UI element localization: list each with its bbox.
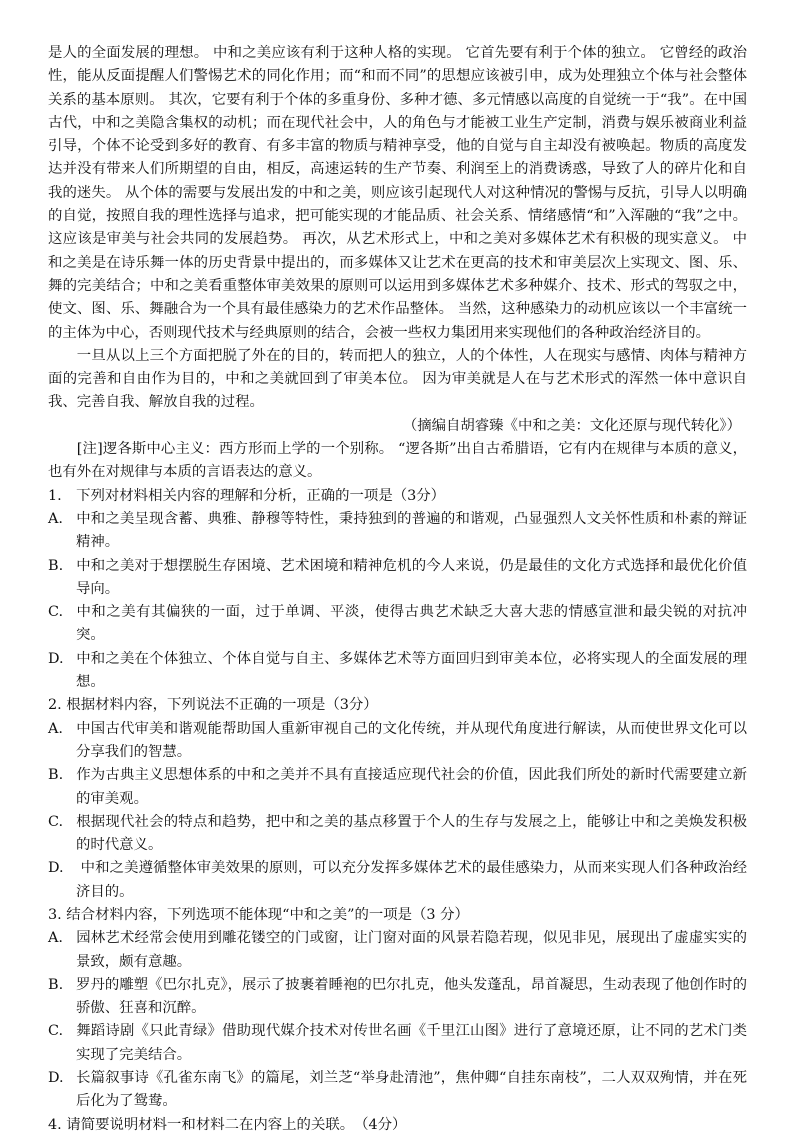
option-label: B. xyxy=(48,767,64,784)
option-label: A. xyxy=(48,720,63,737)
passage-paragraph-2: 一旦从以上三个方面把脱了外在的目的，转而把人的独立，人的个体性，人在现实与感情、肉体与精神方面的完善和自由作为目的，中和之美就回到了审美本位。 因为审美就是人在与艺术形式的浑然一体中意识自我、完善自我、解放自我的过程。 xyxy=(48,347,747,411)
option-text: 中和之美在个体独立、个体自觉与自主、多媒体艺术等方面回归到审美本位，必将实现人的全面发展的理想。 xyxy=(76,650,747,691)
option-label: B. xyxy=(48,557,64,574)
option-label: D. xyxy=(48,860,64,877)
option-text: 罗丹的雕塑《巴尔扎克》，展示了披裹着睡袍的巴尔扎克，他头发蓬乱，昂首凝思，生动表现了他创作时的骄傲、狂喜和沉醉。 xyxy=(76,976,747,1017)
option-label: C. xyxy=(48,604,64,621)
question-3 xyxy=(48,904,747,1114)
option-text: 中和之美遵循整体审美效果的原则，可以充分发挥多媒体艺术的最佳感染力，从而来实现人们各种政治经济目的。 xyxy=(76,860,747,900)
option-text: 中和之美有其偏狭的一面，过于单调、平淡，使得古典艺术缺乏大喜大悲的情感宣泄和最尖锐的对抗冲突。 xyxy=(76,604,747,644)
footnote: [注]逻各斯中心主义：西方形而上学的一个别称。 “逻各斯”出自古希腊语，它有内在规律与本质的意义，也有外在对规律与本质的言语表达的意义。 xyxy=(48,441,747,481)
passage-paragraph-1: 是人的全面发展的理想。 中和之美应该有利于这种人格的实现。 它首先要有利于个体的独立。 它曾经的政治性，能从反面提醒人们警惕艺术的同化作用；而“和而不同”的思想应该被引申，成为处理独立个体与社会整体关系的基本原则。 其次，它要有利于个体的多重身份、多种才德、多元情感以高度的自觉统一于“我”。在中国古代，中和之美隐含集权的动机；而在现代社会中，人的角色与才能被工业生产定制，消费与娱乐被商业利益引导，个体不论受到多好的教育、有多丰富的物质与精神享受，他的自觉与自主却没有被唤起。物质的高度发达并没有带来人们所期望的自由，相反，高速运转的生产节奏、利润至上的消费诱惑，导致了人的碎片化和自我的迷失。 从个体的需要与发展出发的中和之美，则应该引起现代人对这种情况的警惕与反抗，引导人以明确的自觉，按照自我的理性选择与追求，把可能实现的才能品质、社会关系、情绪感情“和”入浑融的“我”之中。 这应该是审美与社会共同的发展趋势。 再次，从艺术形式上，中和之美对多媒体艺术有积极的现实意义。 中和之美是在诗乐舞一体的历史背景中提出的，而多媒体又让艺术在更高的技术和审美层次上实现文、图、乐、舞的完美结合；中和之美看重整体审美效果的原则可以运用到多媒体艺术多种媒介、技术、形式的驾驭之中，使文、图、乐、舞融合为一个具有最佳感染力的艺术作品整体。 当然，这种感染力的动机应该以一个丰富统一的主体为中心，否则现代技术与经典原则的结合，会被一些权力集团用来实现他们的各种政治经济目的。 xyxy=(48,45,747,341)
question-option xyxy=(48,718,747,765)
question-option xyxy=(48,1067,747,1114)
question-option xyxy=(48,508,747,555)
option-text: 中和之美呈现含蓄、典雅、静穆等特性，秉持独到的普遍的和谐观，凸显强烈人文关怀性质和朴素的辩证精神。 xyxy=(76,510,747,551)
question-option xyxy=(48,764,747,811)
option-label: C. xyxy=(48,1023,64,1040)
question-1 xyxy=(48,485,747,695)
question-option xyxy=(48,1020,747,1067)
question-option xyxy=(48,857,747,904)
question-option xyxy=(48,601,747,648)
passage-source: （摘编自胡睿臻《中和之美：文化还原与现代转化》） xyxy=(402,417,741,434)
option-label: C. xyxy=(48,813,64,830)
question-stem: 2. 根据材料内容，下列说法不正确的一项是（3分） xyxy=(48,697,378,714)
option-label: A. xyxy=(48,510,63,527)
question-stem: 1. 下列对材料相关内容的理解和分析，正确的一项是（3分） xyxy=(48,487,446,504)
option-label: B. xyxy=(48,976,64,993)
option-label: D. xyxy=(48,1070,64,1087)
option-text: 作为古典主义思想体系的中和之美并不具有直接适应现代社会的价值，因此我们所处的新时代需要建立新的审美观。 xyxy=(76,767,747,807)
option-label: D. xyxy=(48,650,64,667)
question-option xyxy=(48,974,747,1021)
option-text: 中和之美对于想摆脱生存困境、艺术困境和精神危机的今人来说，仍是最佳的文化方式选择和最优化价值导向。 xyxy=(76,557,747,597)
question-option xyxy=(48,648,747,695)
question-option xyxy=(48,811,747,858)
question-stem: 4. 请简要说明材料一和材料二在内容上的关联。 （4分） xyxy=(48,1116,407,1133)
option-text: 园林艺术经常会使用到雕花镂空的门或窗，让门窗对面的风景若隐若现，似见非见，展现出了虚虚实实的景致，颇有意趣。 xyxy=(76,930,747,970)
option-text: 根据现代社会的特点和趋势，把中和之美的基点移置于个人的生存与发展之上，能够让中和之美焕发积极的时代意义。 xyxy=(76,813,747,854)
option-label: A. xyxy=(48,930,63,947)
option-text: 舞蹈诗剧《只此青绿》借助现代媒介技术对传世名画《千里江山图》进行了意境还原，让不同的艺术门类实现了完美结合。 xyxy=(76,1023,747,1063)
question-option xyxy=(48,555,747,602)
option-text: 中国古代审美和谐观能帮助国人重新审视自己的文化传统，并从现代角度进行解读，从而使世界文化可以分享我们的智慧。 xyxy=(76,720,747,760)
question-stem: 3. 结合材料内容，下列选项不能体现“中和之美”的一项是（3 分） xyxy=(48,906,469,923)
question-2 xyxy=(48,694,747,904)
option-text: 长篇叙事诗《孔雀东南飞》的篇尾，刘兰芝“举身赴清池”，焦仲卿“自挂东南枝”，二人双双殉情，并在死后化为了鸳鸯。 xyxy=(76,1070,747,1110)
question-option xyxy=(48,927,747,974)
question-4 xyxy=(48,1114,747,1137)
